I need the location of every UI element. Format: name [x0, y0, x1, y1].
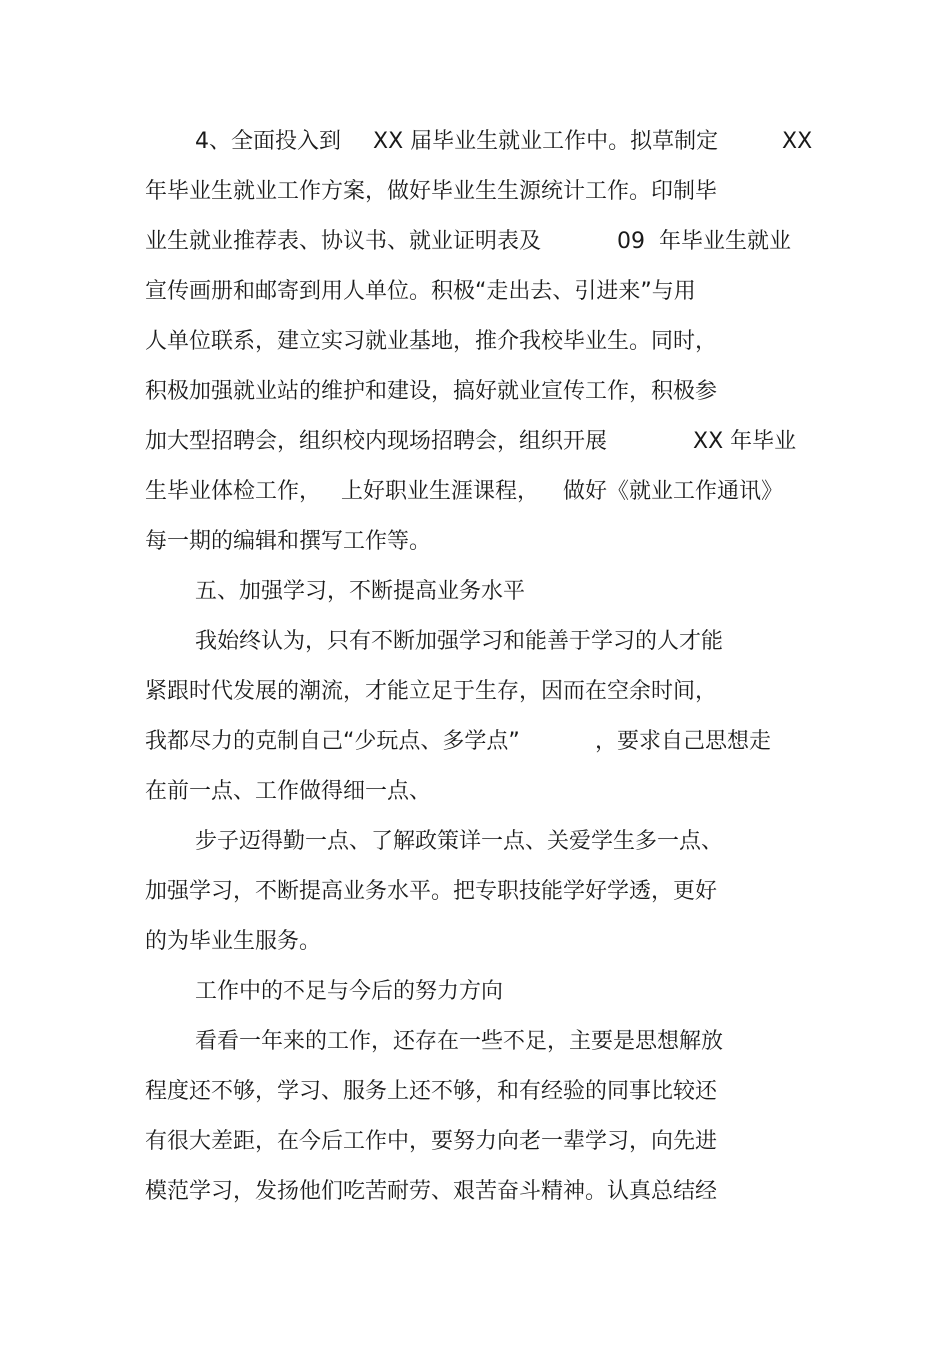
paragraph-line — [145, 928, 322, 956]
section-heading — [145, 578, 526, 606]
text-segment: 上好职业生涯课程， — [341, 479, 540, 504]
section-heading — [145, 978, 504, 1006]
paragraph-line — [145, 628, 724, 656]
paragraph-line — [145, 278, 696, 306]
text-segment: 业生就业推荐表、协议书、就业证明表及 — [145, 229, 542, 254]
text-segment: 加强学习，不断提高业务水平。把专职技能学好学透，更好 — [145, 879, 718, 904]
paragraph-line — [145, 678, 718, 706]
paragraph-line — [145, 228, 791, 256]
text-segment: 做好《就业工作通讯》 — [563, 479, 784, 504]
text-segment: 紧跟时代发展的潮流，才能立足于生存，因而在空余时间， — [145, 679, 718, 704]
text-segment: XX — [782, 129, 813, 154]
paragraph-line — [145, 378, 718, 406]
text-segment: 模范学习，发扬他们吃苦耐劳、艰苦奋斗精神。认真总结经 — [145, 1179, 718, 1204]
text-segment: 宣传画册和邮寄到用人单位。积极“走出去、引进来”与用 — [145, 279, 696, 304]
paragraph-line — [145, 478, 784, 506]
paragraph-line — [145, 1128, 718, 1156]
text-segment: XX 年毕业 — [693, 429, 797, 454]
paragraph-line — [145, 878, 718, 906]
text-segment: 4、全面投入到 — [195, 129, 341, 154]
text-segment: 看看一年来的工作，还存在一些不足，主要是思想解放 — [195, 1029, 724, 1054]
paragraph-line — [145, 128, 813, 156]
text-segment: 我都尽力的克制自己“少玩点、多学点” — [145, 729, 520, 754]
text-segment: 09 年毕业生就业 — [617, 229, 791, 254]
paragraph-line — [145, 528, 432, 556]
paragraph-line — [145, 1028, 724, 1056]
text-segment: 工作中的不足与今后的努力方向 — [195, 979, 504, 1004]
text-segment: 积极加强就业站的维护和建设，搞好就业宣传工作，积极参 — [145, 379, 718, 404]
text-segment: 程度还不够，学习、服务上还不够，和有经验的同事比较还 — [145, 1079, 718, 1104]
paragraph-line — [145, 178, 718, 206]
text-segment: 我始终认为，只有不断加强学习和能善于学习的人才能 — [195, 629, 724, 654]
paragraph-line — [145, 428, 797, 456]
text-segment: 每一期的编辑和撰写工作等。 — [145, 529, 432, 554]
paragraph-line — [145, 778, 432, 806]
paragraph-line — [145, 328, 718, 356]
paragraph-line — [145, 828, 724, 856]
text-segment: 在前一点、工作做得细一点、 — [145, 779, 432, 804]
text-segment: 五、加强学习，不断提高业务水平 — [195, 579, 526, 604]
text-segment: 的为毕业生服务。 — [145, 929, 322, 954]
paragraph-line — [145, 1178, 718, 1206]
text-segment: ，要求自己思想走 — [595, 729, 772, 754]
text-segment: 步子迈得勤一点、了解政策详一点、关爱学生多一点、 — [195, 829, 724, 854]
paragraph-line — [145, 1078, 718, 1106]
text-segment: 人单位联系，建立实习就业基地，推介我校毕业生。同时， — [145, 329, 718, 354]
text-segment: XX 届毕业生就业工作中。拟草制定 — [373, 129, 719, 154]
text-segment: 年毕业生就业工作方案，做好毕业生生源统计工作。印制毕 — [145, 179, 718, 204]
text-segment: 生毕业体检工作， — [145, 479, 322, 504]
paragraph-line — [145, 728, 772, 756]
text-segment: 有很大差距，在今后工作中，要努力向老一辈学习，向先进 — [145, 1129, 718, 1154]
text-segment: 加大型招聘会，组织校内现场招聘会，组织开展 — [145, 429, 608, 454]
